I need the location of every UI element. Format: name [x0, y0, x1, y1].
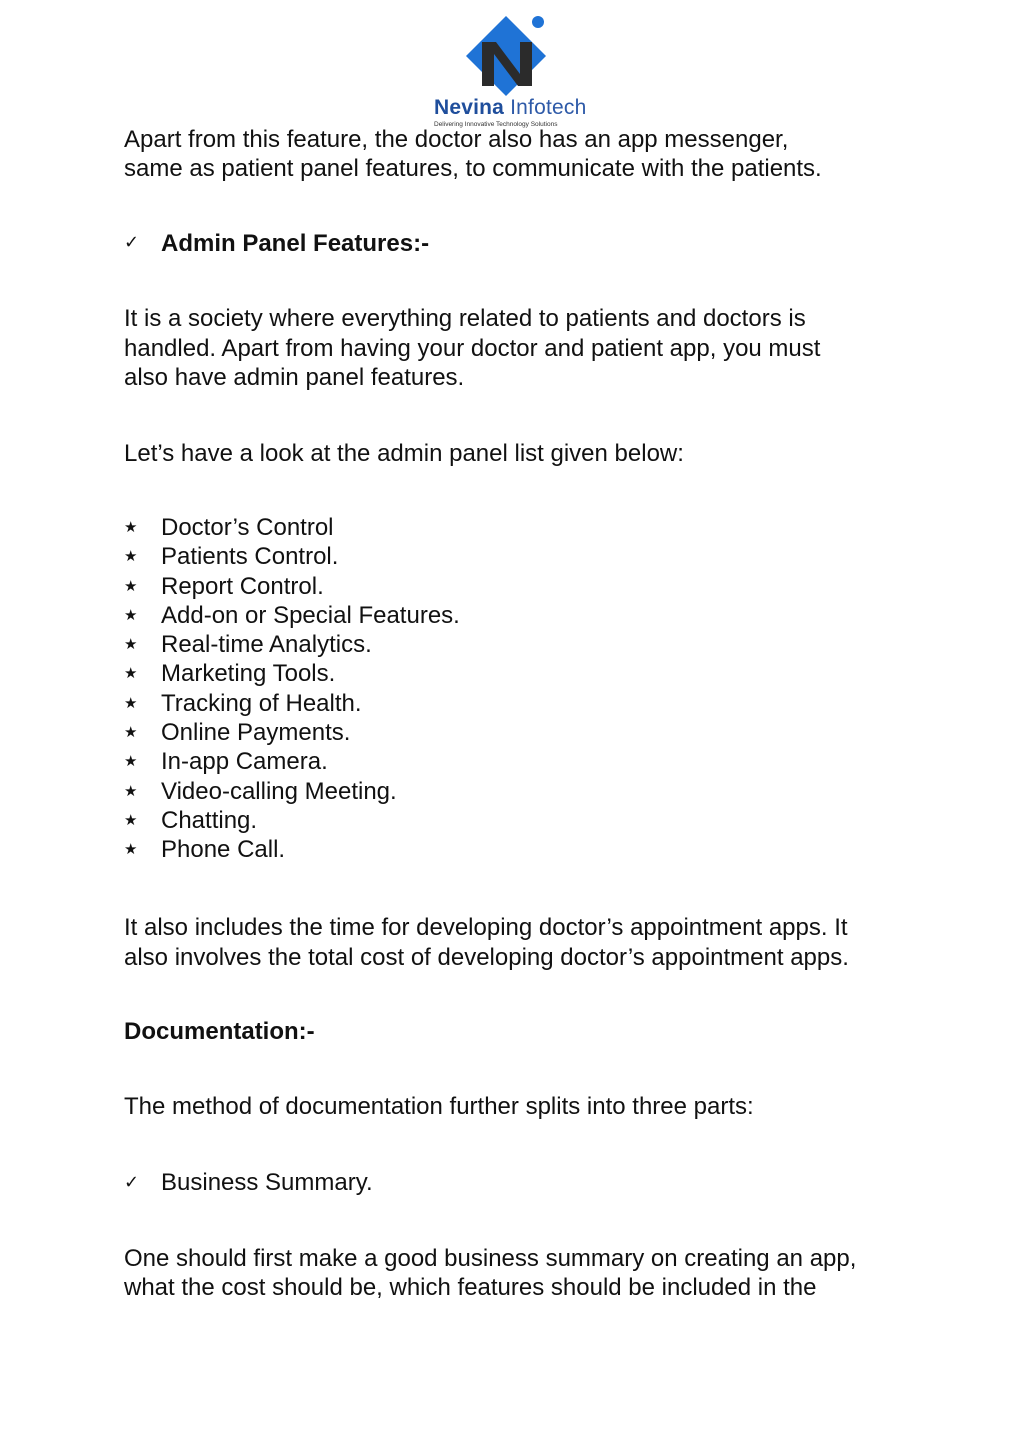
star-icon: ★ [124, 694, 138, 712]
admin-feature-label: Report Control. [161, 572, 324, 600]
society-line-1: It is a society where everything related to patients and doctors is [124, 305, 806, 332]
brand-name [434, 96, 586, 120]
star-icon: ★ [124, 753, 138, 771]
star-icon: ★ [124, 782, 138, 800]
star-icon: ★ [124, 577, 138, 595]
star-icon: ★ [124, 841, 138, 859]
admin-feature-label: In-app Camera. [161, 748, 328, 776]
admin-feature-label: Patients Control. [161, 543, 339, 571]
society-line-3: also have admin panel features. [124, 364, 465, 391]
star-icon: ★ [124, 724, 138, 742]
intro-line-1: Apart from this feature, the doctor also has an app messenger, [124, 126, 789, 153]
admin-feature-label: Real-time Analytics. [161, 631, 372, 659]
admin-feature-label: Marketing Tools. [161, 660, 336, 688]
documentation-heading: Documentation:- [124, 1018, 315, 1045]
admin-feature-label: Tracking of Health. [161, 689, 362, 717]
admin-feature-label: Chatting. [161, 806, 258, 834]
star-icon: ★ [124, 636, 138, 654]
admin-feature-label: Online Payments. [161, 719, 351, 747]
time-line-1: It also includes the time for developing doctor’s appointment apps. It [124, 914, 848, 941]
brand-tagline: Delivering Innovative Technology Solutions [434, 121, 558, 128]
admin-feature-label: Phone Call. [161, 836, 286, 864]
summary-line-1: One should first make a good business summary on creating an app, [124, 1245, 857, 1272]
business-summary-item: Business Summary. [161, 1169, 373, 1196]
star-icon: ★ [124, 606, 138, 624]
brand-secondary: Infotech [510, 96, 587, 119]
time-line-2: also involves the total cost of developing doctor’s appointment apps. [124, 944, 849, 971]
logo-mark-icon [462, 12, 558, 100]
admin-feature-label: Video-calling Meeting. [161, 777, 397, 805]
summary-line-2: what the cost should be, which features should be included in the [124, 1274, 817, 1301]
brand-primary: Nevina [434, 96, 505, 119]
admin-panel-heading: Admin Panel Features:- [161, 230, 430, 257]
admin-list-intro: Let’s have a look at the admin panel list given below: [124, 440, 684, 467]
admin-feature-label: Doctor’s Control [161, 514, 334, 541]
star-icon: ★ [124, 811, 138, 829]
intro-line-2: same as patient panel features, to communicate with the patients. [124, 155, 822, 182]
company-logo [428, 12, 598, 127]
star-icon: ★ [124, 519, 138, 536]
star-icon: ★ [124, 548, 138, 566]
society-line-2: handled. Apart from having your doctor and patient app, you must [124, 335, 821, 362]
check-icon: ✓ [124, 232, 140, 252]
check-icon: ✓ [124, 1172, 140, 1192]
documentation-method: The method of documentation further splits into three parts: [124, 1093, 754, 1120]
star-icon: ★ [124, 665, 138, 683]
admin-feature-label: Add-on or Special Features. [161, 601, 460, 629]
